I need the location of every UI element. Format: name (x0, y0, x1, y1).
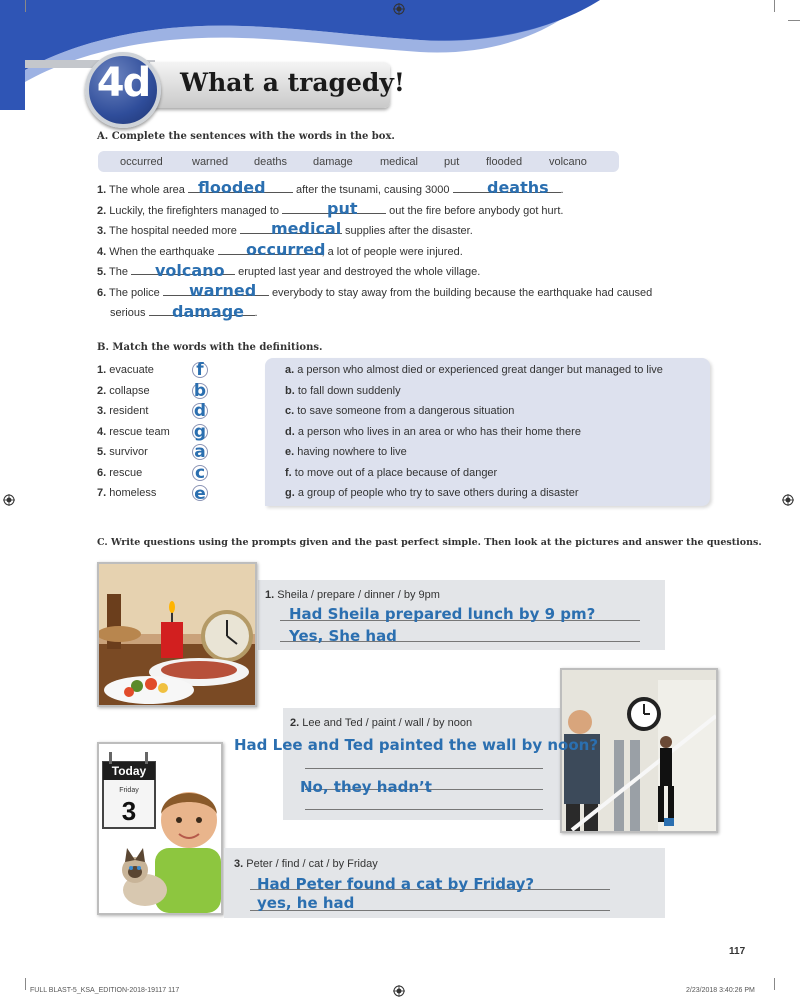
sentence-number: 6. (97, 287, 107, 299)
term-number: 1. (97, 364, 107, 376)
written-answer: No, they hadn’t (300, 778, 432, 796)
definition-text: to fall down suddenly (297, 385, 401, 397)
term-word: resident (109, 405, 149, 417)
written-question: Had Sheila prepared lunch by 9 pm? (289, 605, 596, 623)
section-c-heading: C. Write questions using the prompts given and the past perfect simple. Then look at the pictures and answer the questions. (97, 537, 762, 548)
calendar-day-label: Friday (119, 787, 139, 794)
definition-a (285, 364, 663, 376)
question-prompt-text: Lee and Ted / paint / wall / by noon (302, 717, 473, 729)
unit-badge-label: 4d (96, 60, 150, 106)
sentence-text: . (560, 184, 564, 196)
sentence-text: Luckily, the firefighters managed to (109, 205, 280, 217)
definition-d (285, 426, 581, 438)
word-box-item: volcano (549, 156, 587, 168)
definition-e (285, 446, 407, 458)
written-answer: Yes, She had (289, 627, 397, 645)
match-answer: g (193, 422, 207, 442)
word-box (98, 151, 619, 172)
definition-c (285, 405, 514, 417)
calendar-date-label: 3 (121, 796, 137, 826)
definition-letter: e. (285, 446, 295, 458)
sentence-number: 2. (97, 205, 107, 217)
definition-letter: b. (285, 385, 295, 397)
word-box-item: occurred (120, 156, 163, 168)
match-term-3 (97, 405, 148, 417)
question-3-prompt (234, 858, 378, 870)
question-prompt-text: Peter / find / cat / by Friday (246, 858, 378, 870)
word-box-item: damage (313, 156, 353, 168)
sentence-text: supplies after the disaster. (344, 225, 473, 237)
definition-text: having nowhere to live (297, 446, 407, 458)
definition-letter: g. (285, 487, 295, 499)
question-prompt-text: Sheila / prepare / dinner / by 9pm (277, 589, 440, 601)
match-term-1 (97, 364, 154, 376)
sentence-number: 3. (97, 225, 107, 237)
definition-letter: f. (285, 467, 292, 479)
handwritten-answer: put (327, 199, 358, 218)
definition-g (285, 487, 579, 499)
word-box-item: deaths (254, 156, 288, 168)
handwritten-answer: medical (271, 219, 342, 238)
definition-text: a group of people who try to save others during a disaster (297, 487, 579, 499)
definition-letter: d. (285, 426, 295, 438)
sentence-text: serious (110, 307, 146, 319)
term-word: survivor (109, 446, 148, 458)
term-number: 5. (97, 446, 107, 458)
term-number: 7. (97, 487, 107, 499)
sentence-text: out the fire before anybody got hurt. (389, 205, 564, 217)
match-term-4 (97, 426, 170, 438)
crop-mark (774, 0, 775, 12)
definition-text: to save someone from a dangerous situation (297, 405, 515, 417)
term-number: 3. (97, 405, 107, 417)
boy-cat-photo (97, 742, 223, 915)
definition-b (285, 385, 401, 397)
crop-mark (25, 978, 26, 990)
question-number: 2. (290, 717, 300, 729)
match-term-6 (97, 467, 142, 479)
handwritten-answer: flooded (198, 178, 266, 197)
handwritten-answer: volcano (155, 261, 225, 280)
question-number: 3. (234, 858, 244, 870)
footer-file-info: FULL BLAST-5_KSA_EDITION-2018-19117 117 (30, 987, 180, 994)
crop-mark (774, 978, 775, 990)
answer-line[interactable] (305, 768, 543, 769)
handwritten-answer: damage (172, 302, 245, 321)
sentence-text: everybody to stay away from the building because the earthquake had caused (271, 287, 653, 299)
sentence-6 (97, 286, 652, 299)
written-question: Had Lee and Ted painted the wall by noon? (234, 736, 599, 754)
match-term-5 (97, 446, 148, 458)
match-term-7 (97, 487, 156, 499)
sentence-number: 4. (97, 246, 107, 258)
term-word: collapse (109, 385, 150, 397)
sentence-text: , a lot of people were injured. (321, 246, 463, 258)
match-answer: c (194, 463, 206, 483)
answer-line[interactable] (305, 809, 543, 810)
registration-mark-icon (782, 494, 794, 506)
term-word: rescue (109, 467, 143, 479)
word-box-item: warned (192, 156, 229, 168)
sentence-text: after the tsunami, causing 3000 (296, 184, 450, 196)
written-answer: yes, he had (257, 894, 355, 912)
unit-badge (85, 52, 167, 128)
word-box-item: medical (380, 156, 418, 168)
sentence-number: 1. (97, 184, 107, 196)
registration-mark-icon (393, 985, 405, 997)
sentence-text: erupted last year and destroyed the whole village. (238, 266, 481, 278)
match-answer: f (196, 360, 204, 380)
handwritten-answer: occurred (246, 240, 326, 259)
handwritten-answer: warned (189, 281, 257, 300)
word-box-item: put (444, 156, 460, 168)
definition-text: a person who lives in an area or who has their home there (297, 426, 581, 438)
sentence-text: The (109, 266, 129, 278)
title-bar (150, 62, 405, 108)
term-number: 6. (97, 467, 107, 479)
definition-letter: c. (285, 405, 295, 417)
page-number: 117 (729, 946, 746, 957)
term-word: rescue team (109, 426, 170, 438)
match-term-2 (97, 385, 150, 397)
section-a-heading: A. Complete the sentences with the words in the box. (97, 131, 395, 142)
crop-mark (25, 0, 26, 12)
definition-text: a person who almost died or experienced great danger but managed to live (297, 364, 663, 376)
definition-f (285, 467, 497, 479)
sentence-text: The hospital needed more (109, 225, 237, 237)
term-word: evacuate (109, 364, 154, 376)
term-word: homeless (109, 487, 157, 499)
handwritten-answer: deaths (487, 178, 549, 197)
match-answer: e (194, 484, 206, 504)
sentence-text: When the earthquake (109, 246, 215, 258)
footer-timestamp: 2/23/2018 3:40:26 PM (686, 987, 755, 994)
page-title: What a tragedy! (180, 68, 405, 97)
question-number: 1. (265, 589, 275, 601)
definition-text: to move out of a place because of danger (294, 467, 498, 479)
question-2-prompt (290, 717, 472, 729)
written-question: Had Peter found a cat by Friday? (257, 875, 535, 893)
match-answer: a (194, 442, 206, 462)
sentence-text: . (254, 307, 258, 319)
term-number: 2. (97, 385, 107, 397)
sentence-number: 5. (97, 266, 107, 278)
dinner-photo (97, 562, 257, 707)
term-number: 4. (97, 426, 107, 438)
match-answer: d (193, 401, 207, 421)
match-answer: b (193, 381, 207, 401)
sentence-text: The police (109, 287, 160, 299)
section-b-heading: B. Match the words with the definitions. (97, 342, 323, 353)
crop-mark (788, 20, 800, 21)
registration-mark-icon (393, 3, 405, 15)
definition-letter: a. (285, 364, 295, 376)
question-1-prompt (265, 589, 440, 601)
registration-mark-icon (3, 494, 15, 506)
sentence-text: The whole area (109, 184, 185, 196)
calendar-today-label: Today (111, 764, 147, 778)
word-box-item: flooded (486, 156, 523, 168)
